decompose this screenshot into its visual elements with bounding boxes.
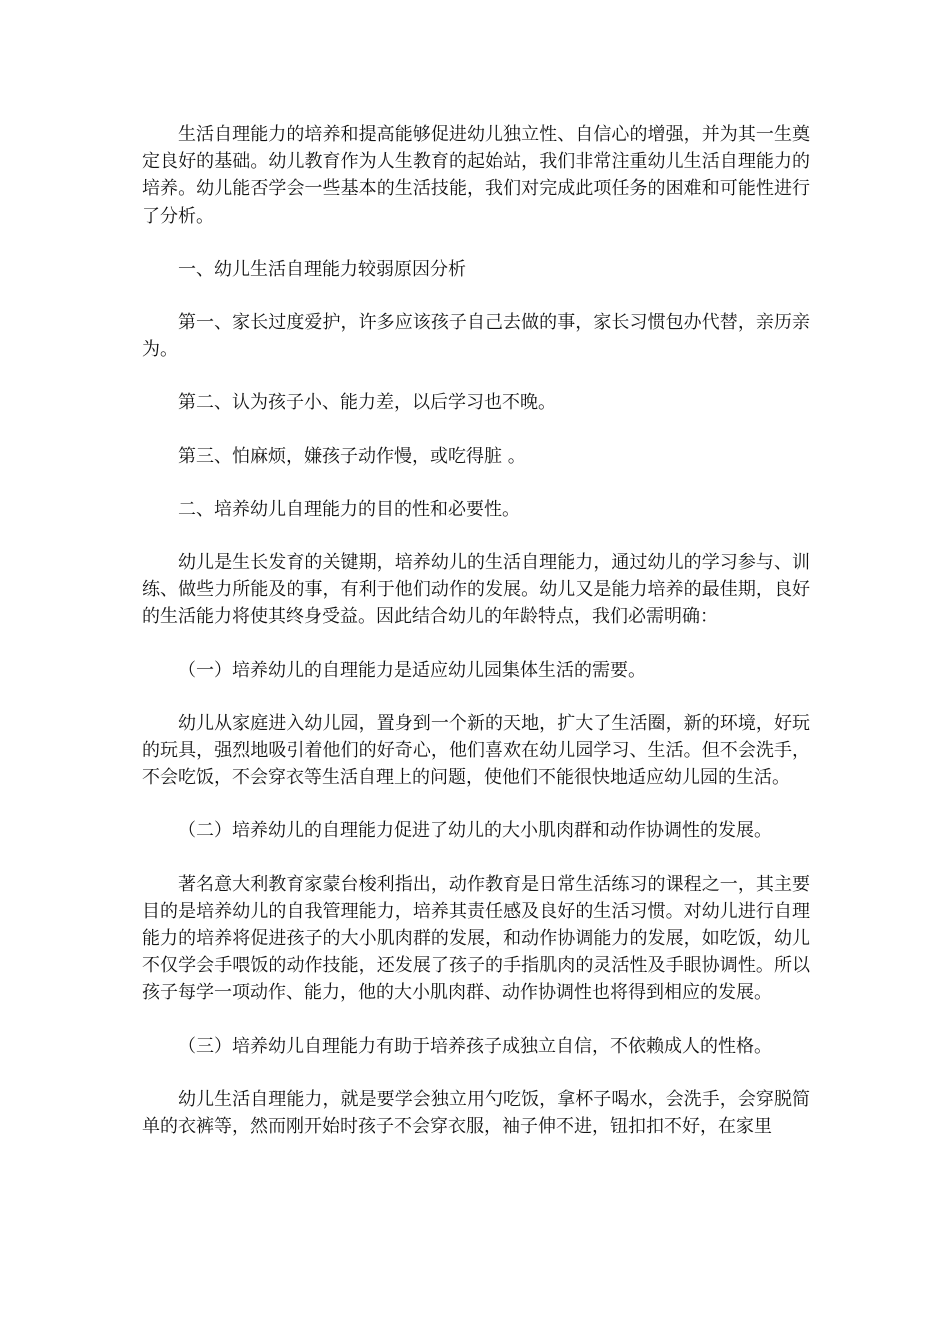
subheading-2: （二）培养幼儿的自理能力促进了幼儿的大小肌肉群和动作协调性的发展。	[178, 820, 772, 842]
paragraph-reason-1: 第一、家长过度爱护，许多应该孩子自己去做的事，家长习惯包办代替，亲历亲为。	[142, 312, 810, 361]
section-heading-1: 一、幼儿生活自理能力较弱原因分析	[178, 258, 466, 280]
paragraph-purpose: 幼儿是生长发育的关键期，培养幼儿的生活自理能力，通过幼儿的学习参与、训练、做些力所能及的事，有利于他们动作的发展。幼儿又是能力培养的最佳期，良好的生活能力将使其终身受益。因此结合幼儿的年龄特点，我们必需明确：	[142, 552, 810, 628]
paragraph-sub-3: 幼儿生活自理能力，就是要学会独立用勺吃饭，拿杯子喝水，会洗手，会穿脱简单的衣裤等，然而刚开始时孩子不会穿衣服，袖子伸不进，钮扣扣不好，在家里	[142, 1088, 810, 1138]
paragraph-sub-2: 著名意大利教育家蒙台梭利指出，动作教育是日常生活练习的课程之一，其主要目的是培养幼儿的自我管理能力，培养其责任感及良好的生活习惯。对幼儿进行自理能力的培养将促进孩子的大小肌肉群的发展，和动作协调能力的发展，如吃饭，幼儿不仅学会手喂饭的动作技能，还发展了孩子的手指肌肉的灵活性及手眼协调性。所以孩子每学一项动作、能力，他的大小肌肉群、动作协调性也将得到相应的发展。	[142, 873, 810, 1004]
paragraph-intro: 生活自理能力的培养和提高能够促进幼儿独立性、自信心的增强，并为其一生奠定良好的基础。幼儿教育作为人生教育的起始站，我们非常注重幼儿生活自理能力的培养。幼儿能否学会一些基本的生活技能，我们对完成此项任务的困难和可能性进行了分析。	[142, 124, 810, 227]
subheading-3: （三）培养幼儿自理能力有助于培养孩子成独立自信，不依赖成人的性格。	[178, 1035, 772, 1057]
paragraph-reason-2: 第二、认为孩子小、能力差，以后学习也不晚。	[178, 392, 556, 414]
subheading-1: （一）培养幼儿的自理能力是适应幼儿园集体生活的需要。	[178, 659, 646, 681]
paragraph-sub-1: 幼儿从家庭进入幼儿园，置身到一个新的天地，扩大了生活圈，新的环境，好玩的玩具，强烈地吸引着他们的好奇心，他们喜欢在幼儿园学习、生活。但不会洗手，不会吃饭，不会穿衣等生活自理上的问题，使他们不能很快地适应幼儿园的生活。	[142, 712, 810, 789]
document-body	[142, 121, 810, 1166]
section-heading-2: 二、培养幼儿自理能力的目的性和必要性。	[178, 498, 520, 520]
paragraph-reason-3: 第三、怕麻烦，嫌孩子动作慢，或吃得脏 。	[178, 445, 526, 467]
